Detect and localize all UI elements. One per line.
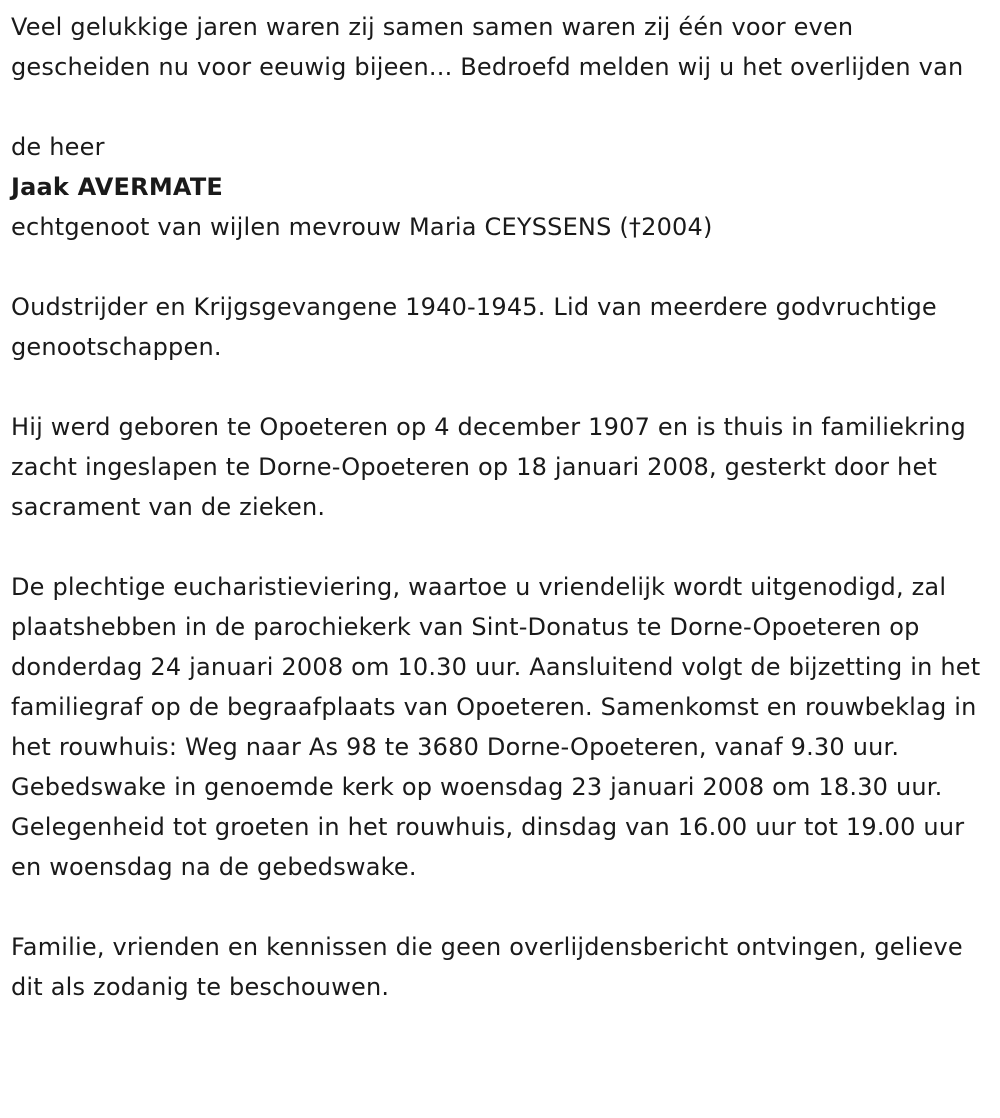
closing-paragraph: Familie, vrienden en kennissen die geen overlijdensbericht ontvingen, gelieve dit als zodanig te beschouwen. xyxy=(11,933,963,1001)
spouse-line: echtgenoot van wijlen mevrouw Maria CEYSSENS (†2004) xyxy=(11,213,713,241)
opening-paragraph: Veel gelukkige jaren waren zij samen samen waren zij één voor even gescheiden nu voor eeuwig bijeen... Bedroefd melden wij u het overlijden van xyxy=(11,13,964,81)
deceased-name: Jaak AVERMATE xyxy=(11,173,223,201)
birth-death-paragraph: Hij werd geboren te Opoeteren op 4 december 1907 en is thuis in familiekring zacht ingeslapen te Dorne-Opoeteren op 18 januari 2008, gesterkt door het sacrament van de zieken. xyxy=(11,413,966,521)
bio-paragraph: Oudstrijder en Krijgsgevangene 1940-1945. Lid van meerdere godvruchtige genootschappen. xyxy=(11,293,937,361)
paragraph-spacer xyxy=(11,367,991,407)
salutation: de heer xyxy=(11,133,105,161)
paragraph-spacer xyxy=(11,527,991,567)
obituary-notice xyxy=(11,7,991,1007)
paragraph-spacer xyxy=(11,87,991,127)
paragraph-spacer xyxy=(11,887,991,927)
paragraph-spacer xyxy=(11,247,991,287)
ceremony-paragraph: De plechtige eucharistieviering, waartoe u vriendelijk wordt uitgenodigd, zal plaatshebben in de parochiekerk van Sint-Donatus te Dorne-Opoeteren op donderdag 24 januari 2008 om 10.30 uur. Aansluitend volgt de bijzetting in het familiegraf op de begraafplaats van Opoeteren. Samenkomst en rouwbeklag in het rouwhuis: Weg naar As 98 te 3680 Dorne-Opoeteren, vanaf 9.30 uur. Gebedswake in genoemde kerk op woensdag 23 januari 2008 om 18.30 uur. Gelegenheid tot groeten in het rouwhuis, dinsdag van 16.00 uur tot 19.00 uur en woensdag na de gebedswake. xyxy=(11,573,981,881)
